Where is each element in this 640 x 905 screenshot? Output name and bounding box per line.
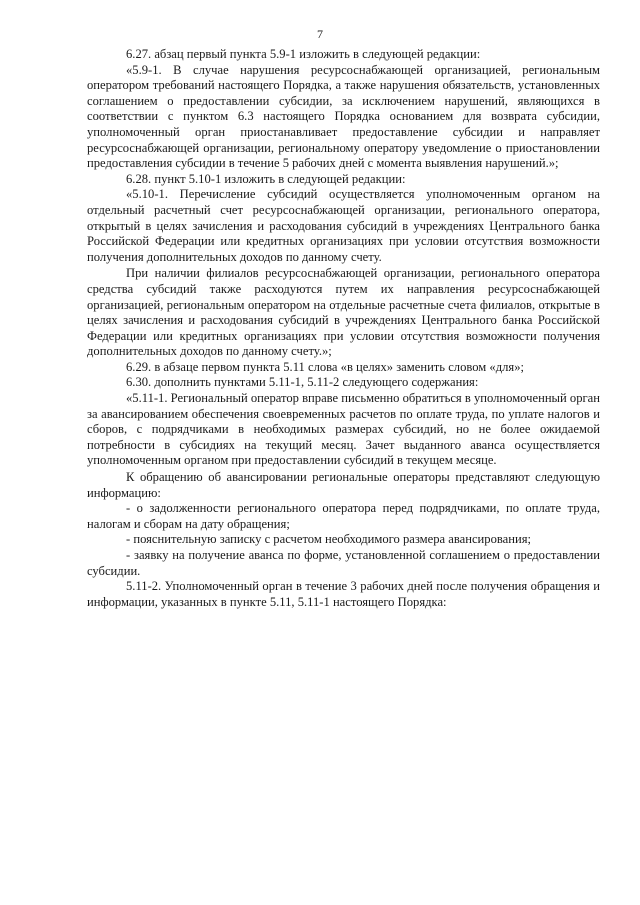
page-number: 7 [317, 27, 323, 41]
list-item-note: - пояснительную записку с расчетом необходимого размера авансирования; [126, 532, 532, 547]
paragraph-6-27: 6.27. абзац первый пункта 5.9-1 изложить в следующей редакции: [126, 47, 481, 61]
paragraph-5-9-1: «5.9-1. В случае нарушения ресурсоснабжающей организацией, региональным оператором требований настоящего Порядка, а также нарушения обязательств, установленных соглашением о предоставлении субсидии, за исключением нарушений, являющихся в соответствии с пунктом 6.3 настоящего Порядка основанием для возврата субсидии, уполномоченный орган приостанавливает предоставление субсидии и направляет ресурсоснабжающей организации, региональному оператору уведомление о приостановлении предоставления субсидии в течение 5 рабочих дней с момента выявления нарушений.»; [87, 62, 600, 171]
paragraph-advance-request: К обращению об авансировании региональные операторы представляют следующую информацию: [87, 470, 600, 500]
list-item-debt: - о задолженности регионального оператора перед подрядчиками, по оплате труда, налогам и сборам на дату обращения; [87, 501, 600, 531]
paragraph-6-30: 6.30. дополнить пунктами 5.11-1, 5.11-2 следующего содержания: [126, 375, 479, 390]
list-item-application: - заявку на получение аванса по форме, установленной соглашением о предоставлении субсидии. [87, 548, 600, 578]
paragraph-branches: При наличии филиалов ресурсоснабжающей организации, регионального оператора средства субсидий также расходуются путем их направления ресурсоснабжающей организацией, региональным оператором на отдельные расчетные счета филиалов, открытые в целях зачисления и расходования субсидий в учреждениях Центрального банка Российской Федерации или кредитных организациях при условии отсутствия возможности получения дополнительных доходов по данному счету.»; [87, 266, 600, 359]
paragraph-5-11-1: «5.11-1. Региональный оператор вправе письменно обратиться в уполномоченный орган за авансированием обеспечения своевременных расчетов по оплате труда, по уплате налогов и сборов, с подрядчиками в необходимых размерах субсидий, но не более ожидаемой потребности в субсидиях на текущий месяц. Зачет выданного аванса осуществляется уполномоченным органом при предоставлении субсидий в текущем месяце. [87, 391, 600, 468]
paragraph-6-28: 6.28. пункт 5.10-1 изложить в следующей редакции: [126, 171, 406, 186]
document-body [87, 47, 600, 610]
paragraph-5-10-1: «5.10-1. Перечисление субсидий осуществляется уполномоченным органом на отдельный расчетный счет ресурсоснабжающей организации, регионального оператора, открытый в целях зачисления и расходования субсидий в учреждениях Центрального банка Российской Федерации или кредитных организациях при условии отсутствия возможности получения дополнительных доходов по данному счету. [87, 187, 600, 264]
paragraph-6-29: 6.29. в абзаце первом пункта 5.11 слова «в целях» заменить словом «для»; [126, 359, 524, 374]
paragraph-5-11-2: 5.11-2. Уполномоченный орган в течение 3 рабочих дней после получения обращения и информации, указанных в пункте 5.11, 5.11-1 настоящего Порядка: [87, 579, 600, 609]
